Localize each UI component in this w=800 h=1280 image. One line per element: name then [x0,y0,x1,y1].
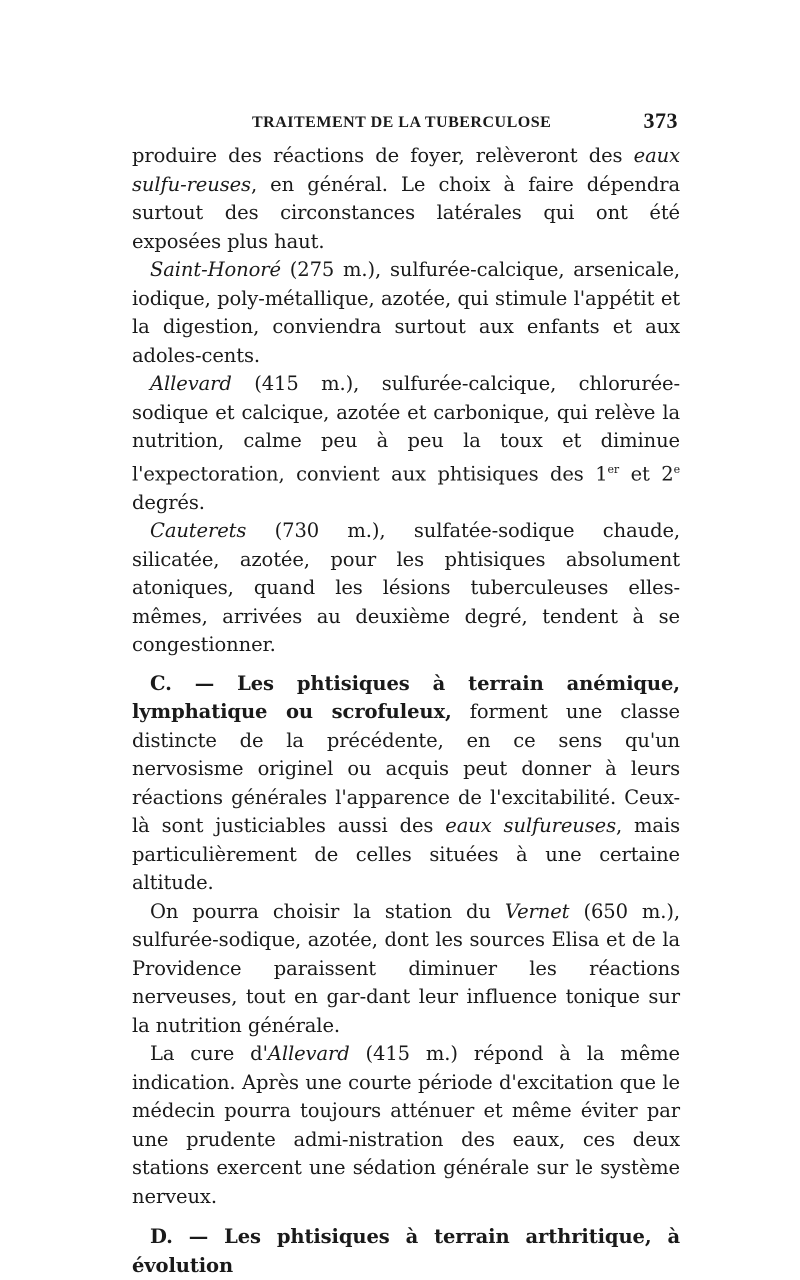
book-page [132,108,680,1280]
section-d [132,1223,680,1280]
station-name: Allevard [267,1042,350,1065]
station-name: Saint-Honoré [150,258,281,281]
body-text [132,142,680,1280]
station-name: Allevard [150,372,232,395]
section-c: C. — Les phtisiques à terrain anémique, lymphatique ou scrofuleux, forment une classe distincte de la précédente, en ce sens qu'un nervosisme originel ou acquis peut donner à leurs réactions générales l'apparence de l'excitabilité. Ceux-là sont justiciables aussi des eaux sulfureuses, mais particulièrement de celles situées à une certaine altitude. [132,671,680,894]
paragraph-1: produire des réactions de foyer, relèveront des eaux sulfu-reuses, en général. Le choix à faire dépendra surtout des circonstances latérales qui ont été exposées plus haut. [132,144,680,253]
station-name: Vernet [504,899,570,923]
paragraph-cauterets: Cauterets (730 m.), sulfatée-sodique chaude, silicatée, azotée, pour les phtisiques absolument atoniques, quand les lésions tuberculeuses elles-mêmes, arrivées au deuxième degré, tendent à se congestionner. [132,519,680,656]
emphasis: eaux sulfureuses [445,814,616,837]
paragraph-vernet: On pourra choisir la station du Vernet (650 m.), sulfurée-sodique, azotée, dont les sources Elisa et de la Providence paraissent diminuer les réactions nerveuses, tout en gar-dant leur influence tonique sur la nutrition générale. [132,899,680,1037]
section-heading: C. — Les phtisiques à terrain anémique, lymphatique ou scrofuleux, [132,671,680,723]
paragraph-allevard-cure: La cure d'Allevard (415 m.) répond à la même indication. Après une courte période d'excitation que le médecin pourra toujours atténuer et même éviter par une prudente admi-nistration des eaux, ces deux stations exercent une sédation générale sur le système nerveux. [132,1042,680,1208]
running-head [132,108,680,142]
page-number: 373 [643,108,678,133]
emphasis: eaux sulfu-reuses [132,144,680,196]
running-title: TRAITEMENT DE LA TUBERCULOSE [252,114,552,131]
paragraph-saint-honore: Saint-Honoré (275 m.), sulfurée-calcique, arsenicale, iodique, poly-métallique, azotée, qui stimule l'appétit et la digestion, conviendra surtout aux enfants et aux adoles-cents. [132,258,680,367]
section-heading: D. — Les phtisiques à terrain arthritique, à évolution [132,1225,680,1277]
paragraph-allevard: Allevard (415 m.), sulfurée-calcique, chlorurée-sodique et calcique, azotée et carbonique, qui relève la nutrition, calme peu à peu la toux et diminue l'expectoration, convient aux phtisiques des 1er et 2e degrés. [132,372,680,514]
station-name: Cauterets [150,519,247,542]
